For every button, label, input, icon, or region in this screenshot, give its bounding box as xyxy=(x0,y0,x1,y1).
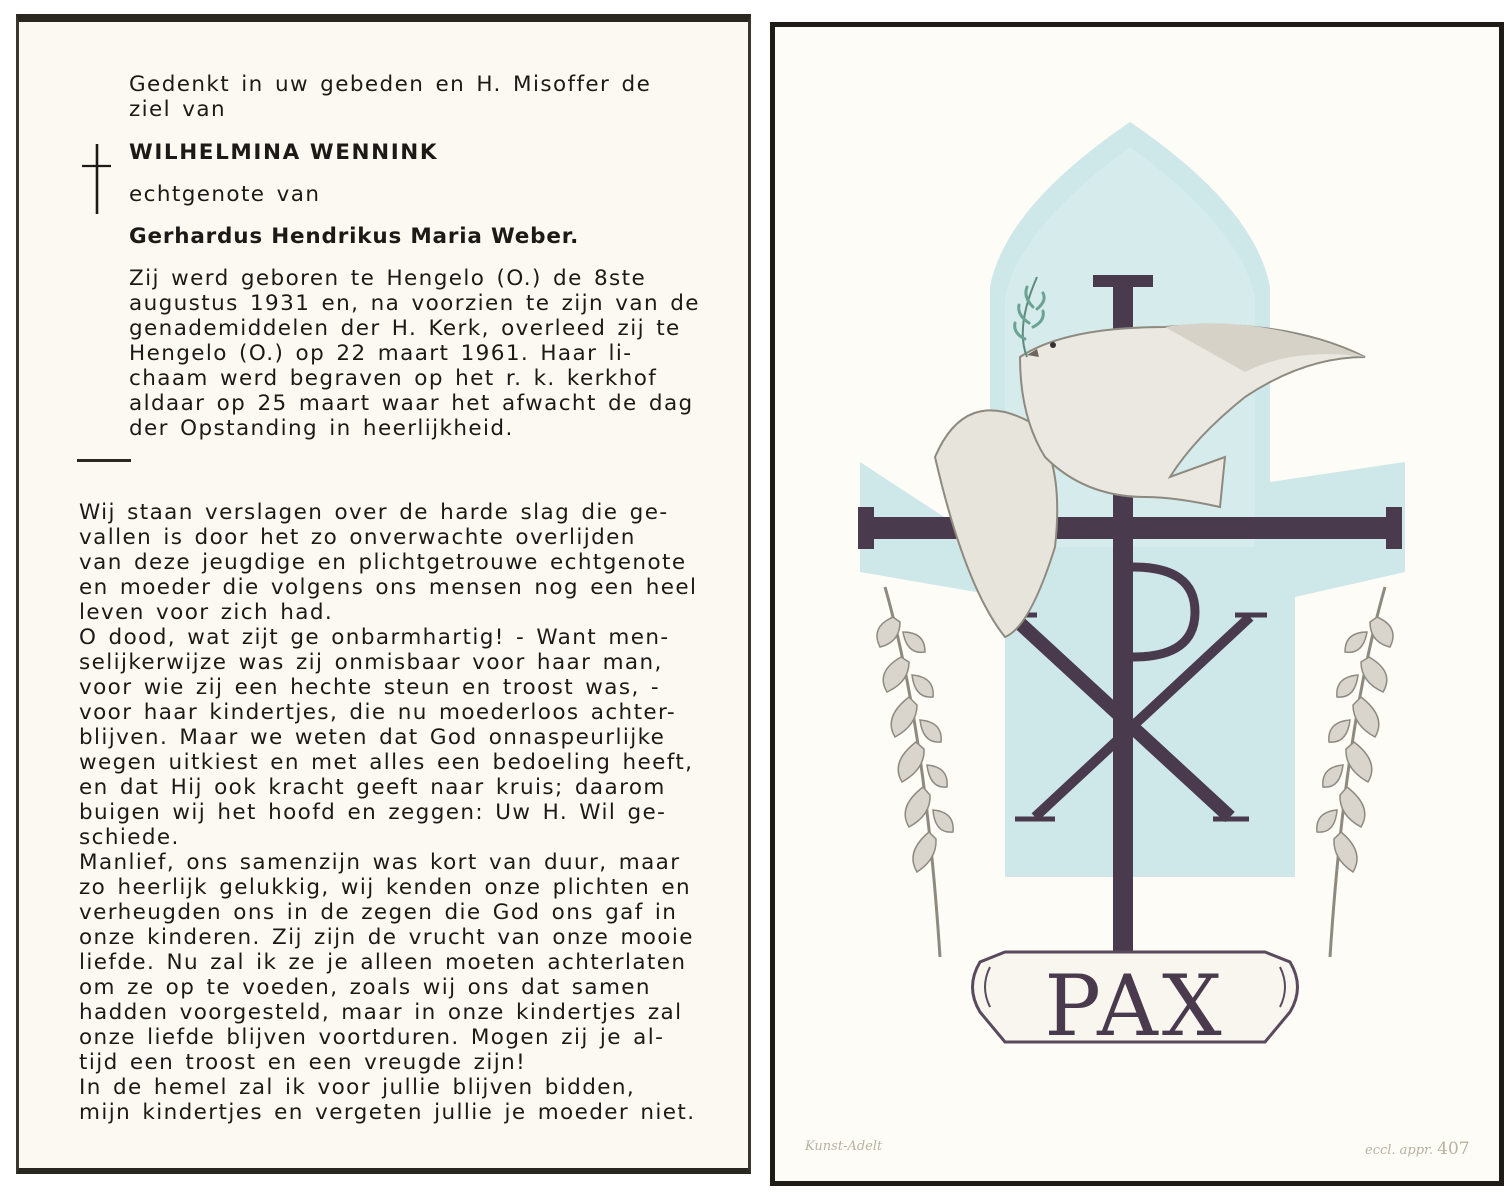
section-divider xyxy=(77,459,131,462)
approval-text: eccl. appr. xyxy=(1365,1143,1433,1158)
palm-branch-icon-left xyxy=(877,587,953,957)
approval-label xyxy=(1365,1139,1470,1159)
religious-illustration xyxy=(775,27,1499,1181)
memorial-text-card xyxy=(16,14,751,1174)
biography-text: Zij werd geboren te Hengelo (O.) de 8ste augustus 1931 en, na voorzien te zijn van de genademiddelen der H. Kerk, overleed zij te Hengelo (O.) op 22 maart 1961. Haar li- chaam werd begraven op het r. k. kerkhof aldaar op 25 maart waar het afwacht de dag der Opstanding in heerlijkheid. xyxy=(129,266,700,441)
pax-cartouche xyxy=(973,952,1298,1055)
palm-branch-icon-right xyxy=(1317,587,1393,957)
latin-cross-icon xyxy=(81,144,111,214)
maker-label: Kunst-Adelt xyxy=(805,1139,883,1154)
spouse-label: echtgenote van xyxy=(129,182,321,207)
farewell-message: Wij staan verslagen over de harde slag die ge- vallen is door het zo onverwachte overlijden van deze jeugdige en plichtgetrouwe echtgenote en moeder die volgens ons mensen nog een heel leven voor zich had. O dood, wat zijt ge onbarmhartig! - Want men- selijkerwijze was zij onmisbaar voor haar man, voor wie zij een hechte steun en troost was, - voor haar kindertjes, die nu moederloos achter- blijven. Maar we weten dat God onnaspeurlijke wegen uitkiest en met alles een bedoeling heeft, en dat Hij ook kracht geeft naar kruis; daarom buigen wij het hoofd en zeggen: Uw H. Wil ge- schiede. Manlief, ons samenzijn was kort van duur, maar zo heerlijk gelukkig, wij kenden onze plichten en verheugden ons in de zegen die God ons gaf in onze kinderen. Zij zijn de vrucht van onze mooie liefde. Nu zal ik ze je alleen moeten achterlaten om ze op te voeden, zoals wij ons dat samen hadden voorgesteld, maar in onze kindertjes zal onze liefde blijven voortduren. Mogen zij je al- tijd een troost en een vreugde zijn! In de hemel zal ik voor jullie blijven bidden, mijn kindertjes en vergeten jullie je moeder niet. xyxy=(79,500,698,1125)
memorial-image-card xyxy=(770,22,1504,1186)
spouse-name: Gerhardus Hendrikus Maria Weber. xyxy=(129,224,580,249)
intro-text: Gedenkt in uw gebeden en H. Misoffer de ziel van xyxy=(129,72,652,122)
approval-number: 407 xyxy=(1437,1139,1470,1159)
deceased-name: WILHELMINA WENNINK xyxy=(129,140,439,165)
pax-text: PAX xyxy=(1044,957,1226,1055)
